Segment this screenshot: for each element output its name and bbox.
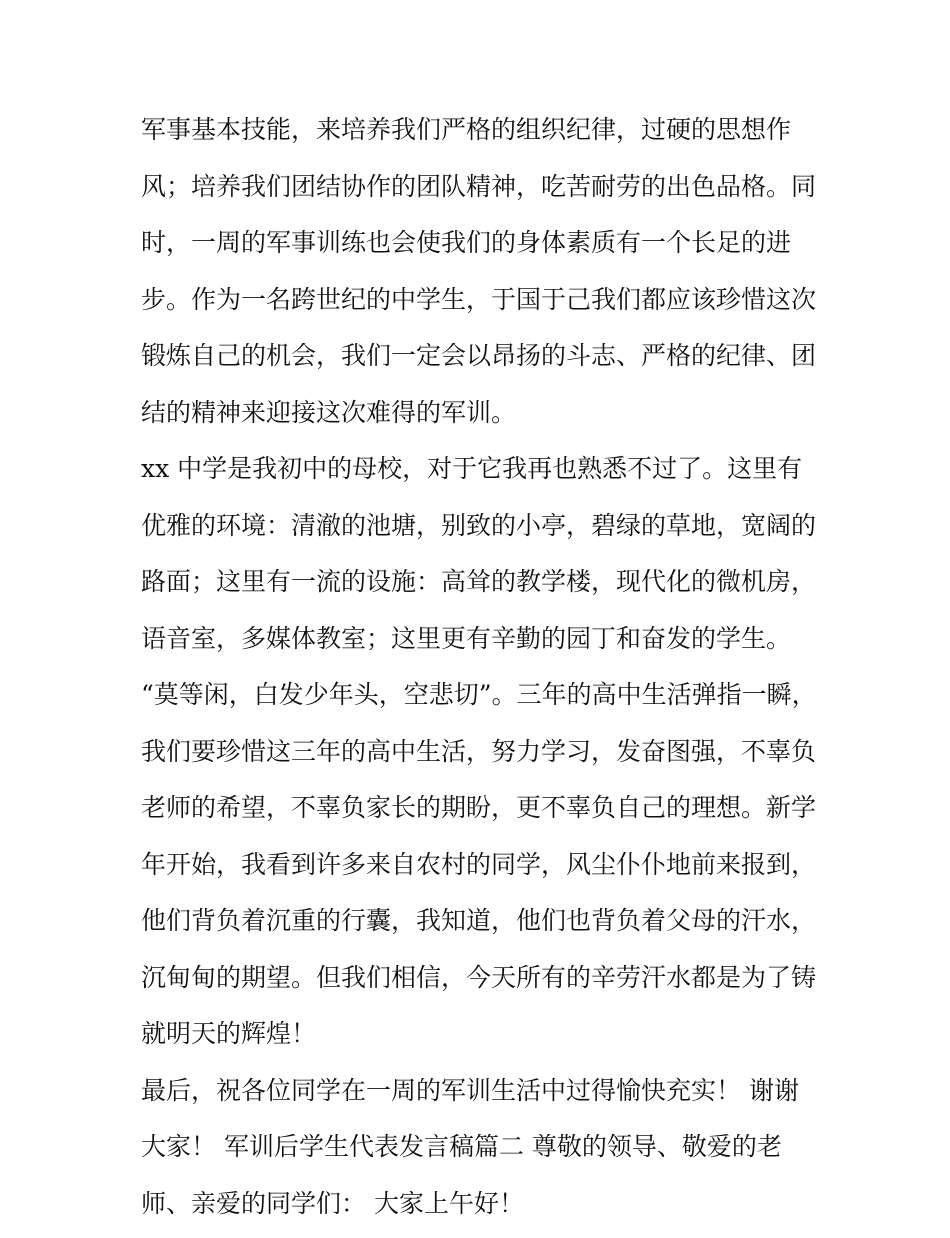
text-line: 年开始，我看到许多来自农村的同学，风尘仆仆地前来报到，	[141, 849, 817, 879]
text-line: “莫等闲，白发少年头，空悲切”。三年的高中生活弹指一瞬，	[141, 680, 817, 709]
text-line: 就明天的辉煌！	[141, 1019, 317, 1048]
text-line: 时，一周的军事训练也会使我们的身体素质有一个长足的进	[141, 228, 792, 257]
text-line: 我们要珍惜这三年的高中生活，努力学习，发奋图强，不辜负	[141, 736, 817, 766]
text-line: 优雅的环境：清澈的池塘，别致的小亭，碧绿的草地，宽阔的	[141, 510, 817, 540]
text-line: 大家！ 军训后学生代表发言稿篇二 尊敬的领导、敬爱的老	[141, 1132, 782, 1161]
text-line: 老师的希望，不辜负家长的期盼，更不辜负自己的理想。新学	[141, 793, 817, 822]
text-line: 结的精神来迎接这次难得的军训。	[141, 397, 517, 427]
text-line: 语音室，多媒体教室；这里更有辛勤的园丁和奋发的学生。	[141, 623, 792, 653]
text-line: 锻炼自己的机会，我们一定会以昂扬的斗志、严格的纪律、团	[141, 341, 817, 370]
text-line: 军事基本技能，来培养我们严格的组织纪律，过硬的思想作	[141, 115, 792, 144]
text-line: 他们背负着沉重的行囊，我知道，他们也背负着父母的汗水，	[141, 906, 817, 935]
text-line: 师、亲爱的同学们： 大家上午好！	[141, 1188, 524, 1218]
text-line: 风；培养我们团结协作的团队精神，吃苦耐劳的出色品格。同	[141, 171, 817, 201]
text-line: 步。作为一名跨世纪的中学生，于国于己我们都应该珍惜这次	[141, 284, 817, 314]
text-line: 路面；这里有一流的设施：高耸的教学楼，现代化的微机房，	[141, 567, 817, 596]
text-line: xx 中学是我初中的母校，对于它我再也熟悉不过了。这里有	[141, 454, 803, 483]
text-line: 沉甸甸的期望。但我们相信，今天所有的辛劳汗水都是为了铸	[141, 962, 817, 992]
document-body	[141, 108, 821, 1238]
text-line: 最后，祝各位同学在一周的军训生活中过得愉快充实！ 谢谢	[141, 1075, 799, 1105]
